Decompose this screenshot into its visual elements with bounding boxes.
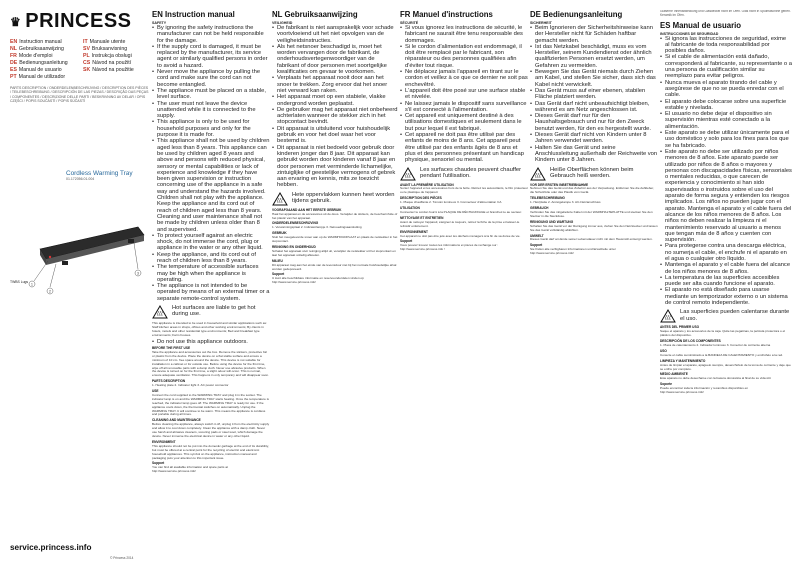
section-text: Antes de limpiar el aparato, apáguelo siempre, desenchúfelo de la toma de corriente y deje que se enfríe por completo. bbox=[660, 362, 791, 371]
language-label: Gebruiksaanwijzing bbox=[18, 46, 64, 52]
language-entry bbox=[83, 60, 150, 66]
nl-warning-text: Hete oppervlakken kunnen heet worden tijdens gebruik. bbox=[292, 191, 395, 205]
section-heading: TEILEBESCHREIBUNG bbox=[530, 196, 565, 201]
es-sections bbox=[660, 326, 792, 395]
product-title: Cordless Warming Tray bbox=[66, 169, 133, 177]
safety-bullet: • Als het netsnoer beschadigd is, moet het worden vervangen door de fabrikant, de onderhoudsvertegenwoordiger van de fabrikant of door personen met soortgelijke kwalificaties om gevaar te voorkomen. bbox=[272, 44, 398, 75]
copyright-date: © Princess 2014 bbox=[110, 556, 134, 560]
en-outdoor-text: • Do not use this appliance outdoors. bbox=[152, 339, 270, 345]
safety-bullet: • De fabrikant is niet aansprakelijk voor schade voortvloeiend uit het niet opvolgen van de veiligheidsinstructies. bbox=[272, 25, 398, 44]
de-code: DE bbox=[530, 10, 541, 19]
language-entry bbox=[10, 39, 77, 45]
parts-disclaimer: PARTS DESCRIPTION / ONDERDELENBESCHRIJVING / DESCRIPTION DES PIÈCES / TEILEBESCHREIBUNG / DESCRIPCIÓN DE LAS PIEZAS / DESCRIÇÃO DAS PEÇAS / COMPONENTES / DESCRIZIONE DELLE PARTI / BESKRIVNING AV DELAR / OPIS CZĘŚCI / POPIS SOUČÁSTÍ / POPIS SÚČASTÍ bbox=[10, 86, 149, 104]
section-text: Schalten Sie das Gerät vor der Reinigung immer aus, ziehen Sie den Netzstecker und lassen Sie das Gerät vollständig abkühlen. bbox=[530, 223, 658, 232]
safety-bullet: • El usuario no debe dejar el dispositivo sin supervisión mientras esté conectado a la alimentación. bbox=[660, 111, 792, 130]
section-text: Verbinden Sie das mitgelieferte Kabel mit der WARMHALTEPLATTE und stecken Sie den Stecker in die Steckdose. bbox=[530, 209, 653, 218]
section-text: Avant de nettoyer l'appareil, éteignez-le toujours, retirez la fiche de la prise et laissez-le refroidir entièrement. bbox=[400, 219, 520, 228]
safety-bullet: • Este aparato no debe ser utilizado por niños menores de 8 años. Este aparato puede ser utilizado por niños de 8 años o mayores y personas con discapacidades físicas, sensoriales o mentales reducidas, o que carecen de experiencia y conocimiento si han sido supervisados o instruidos sobre el uso del aparato de forma segura y entienden los riesgos implicados. Los niños no pueden jugar con el aparato. Mantenga el aparato y el cable fuera del alcance de los niños menores de 8 años. Los niños no deben realizar la limpieza ni el mantenimiento reservado al usuario a menos que tengan más de 8 años y cuenten con supervisión. bbox=[660, 149, 792, 243]
language-entry bbox=[10, 46, 77, 52]
brand-logo bbox=[10, 10, 150, 33]
section-text: Schakel het apparaat vóór reiniging altijd uit, verwijder de netstekker uit het stopcontact en laat het apparaat volledig afkoelen. bbox=[272, 248, 396, 257]
section-heading: USE bbox=[152, 389, 159, 394]
section-text: Before cleaning the appliance, always switch it off, unplug it from the electricity supply and allow it to cool down completely. Clean the appliance with a damp cloth. Never use harsh and abrasive cleaners, scouring pads or steel wool, which damage the device. Never immerse the electrical device in water or any other liquid. bbox=[152, 422, 270, 439]
safety-bullet: • Dieses Gerät darf nur für den Haushaltsgebrauch und nur für den Zweck benutzt werden, für den es hergestellt wurde. bbox=[530, 113, 658, 132]
safety-bullet: • Si ignora las instrucciones de seguridad, exime al fabricante de toda responsabilidad por posibles daños. bbox=[660, 36, 792, 55]
en-section bbox=[152, 10, 270, 570]
section-heading: REINIGING EN ONDERHOUD bbox=[272, 244, 316, 249]
section-text: Vous pouvez trouver toutes les informations et pièces de rechange sur : http://www.service.princess.info ! bbox=[400, 243, 499, 252]
language-code: DE bbox=[10, 60, 18, 66]
service-url[interactable]: service.princess.info bbox=[10, 543, 92, 552]
safety-bullet: • Keep the appliance, and its cord out of reach of children less than 8 years. bbox=[152, 252, 270, 265]
safety-bullet: • The appliance is not intended to be operated by means of an external timer or a separate remote-control system. bbox=[152, 283, 270, 302]
section-heading: AVANT LA PREMIÈRE UTILISATION bbox=[400, 182, 454, 187]
language-code: ES bbox=[10, 67, 17, 73]
safety-bullet: • This appliance is only to be used for household purposes and only for the purpose it is made for. bbox=[152, 119, 270, 138]
language-code: IT bbox=[83, 39, 88, 45]
section-text: Conecte el cable suministrado a la BANDEJA DE CALENTAMIENTO y enchúfelo a la red. bbox=[660, 352, 784, 357]
language-entry bbox=[10, 67, 77, 73]
fr-bullets bbox=[400, 25, 528, 164]
es-warning-text: Las superficies pueden calentarse durante el uso. bbox=[680, 309, 790, 322]
es-section bbox=[660, 10, 792, 570]
safety-bullet: • Das Gerät muss auf einer ebenen, stabilen Fläche platziert werden. bbox=[530, 88, 658, 101]
product-code: 01.172056.01.004 bbox=[66, 176, 95, 181]
section-text: 1. Placa de calentamiento 2. Indicador luminoso 3. Conector de corriente alterna bbox=[660, 342, 771, 347]
section-text: Sortez l'appareil et les accessoires hors de la boîte. Retirez les autocollants, le film protecteur ou le plastique de l'appareil. bbox=[400, 186, 528, 195]
safety-bullet: • This appliance shall not be used by children aged less than 8 years. This appliance can be used by children aged 8 years and above and persons with reduced physical, sensory or mental capabilities or lack of experience and knowledge if they have been given supervision or instruction concerning use of the appliance in a safe way and understand the hazards involved. Children shall not play with the appliance. Keep the appliance and its cord out of reach of children aged less than 8 years. Cleaning and user maintenance shall not be made by children unless older than 8 and supervised. bbox=[152, 138, 270, 232]
section-heading: ENVIRONMENT bbox=[152, 439, 176, 444]
language-code: PL bbox=[83, 53, 90, 59]
de-warning bbox=[530, 167, 658, 181]
safety-bullet: • Ne laissez jamais le dispositif sans surveillance s'il est connecté à l'alimentation. bbox=[400, 101, 528, 114]
fr-section bbox=[400, 10, 528, 570]
section-heading: DESCRIPTION DES PIÈCES bbox=[400, 196, 442, 201]
en-sections bbox=[152, 347, 270, 474]
en-fine-print bbox=[152, 322, 270, 338]
safety-bullet: • If the supply cord is damaged, it must be replaced by the manufacturer, its service agent or similarly qualified persons in order to avoid a hazard. bbox=[152, 44, 270, 69]
nl-safety-head: VEILIGHEID bbox=[272, 21, 293, 25]
de-section bbox=[530, 10, 658, 570]
safety-bullet: • Dieses Gerät darf nicht von Kindern unter 8 Jahren verwendet werden. bbox=[530, 132, 658, 145]
safety-bullet: • Nunca mueva el aparato tirando del cable y asegúrese de que no se pueda enredar con el cable. bbox=[660, 80, 792, 99]
language-entry bbox=[10, 60, 77, 66]
callout-2: 2 bbox=[49, 288, 51, 293]
fr-title: Manuel d'instructions bbox=[412, 10, 493, 19]
safety-bullet: • By ignoring the safety instructions the manufacturer can not be held responsible for the damage. bbox=[152, 25, 270, 44]
language-label: Manual de usuario bbox=[18, 67, 62, 73]
language-label: Návod na použití bbox=[92, 60, 132, 66]
safety-bullet: • Si le cordon d'alimentation est endommagé, il doit être remplacé par le fabricant, son réparateur ou des personnes qualifiées afin d'éviter tout risque. bbox=[400, 44, 528, 69]
safety-bullet: • Si el cable de alimentación está dañado, corresponderá al fabricante, su representante o a una persona de cualificación similar su reemplazo para evitar peligros. bbox=[660, 54, 792, 79]
safety-bullet: • The user must not leave the device unattended while it is connected to the supply. bbox=[152, 101, 270, 120]
nl-section bbox=[272, 10, 398, 570]
safety-bullet: • Este aparato se debe utilizar únicamente para el uso doméstico y solo para los fines para los que se ha fabricado. bbox=[660, 130, 792, 149]
safety-bullet: • The temperature of accessible surfaces may be high when the appliance is operating. bbox=[152, 264, 270, 283]
language-label: Mode d'emploi bbox=[18, 53, 53, 59]
section-text: Dieses Gerät darf am Ende seiner Lebensdauer nicht mit dem Hausmüll entsorgt werden. bbox=[530, 237, 653, 242]
safety-bullet: • Het apparaat moet op een stabiele, vlakke ondergrond worden geplaatst. bbox=[272, 94, 398, 107]
fr-safety-head: SÉCURITÉ bbox=[400, 21, 419, 25]
safety-bullet: • Cet appareil est uniquement destiné à des utilisations domestiques et seulement dans le but pour lequel il est fabriqué. bbox=[400, 113, 528, 132]
section-text: Sluit het meegeleverde snoer aan op de WARMHOUDPLAAT en plaats de netstekker in het stopcontact. bbox=[272, 235, 398, 244]
section-text: Cet appareil ne doit pas être jeté avec les déchets ménagers à la fin de sa durée de vie. bbox=[400, 233, 521, 238]
safety-bullet: • De gebruiker mag het apparaat niet onbeheerd achterlaten wanneer de stekker zich in het stopcontact bevindt. bbox=[272, 107, 398, 126]
section-heading: REINIGUNG UND WARTUNG bbox=[530, 219, 574, 224]
section-heading: MEDIO AMBIENTE bbox=[660, 372, 688, 377]
es-warning bbox=[660, 309, 792, 323]
language-entry bbox=[83, 53, 150, 59]
fr-code: FR bbox=[400, 10, 411, 19]
section-text: 1. Heating plate 2. Indicator light 3. AC power connector bbox=[152, 383, 229, 388]
de-heading bbox=[530, 10, 658, 19]
section-heading: LIMPIEZA Y MANTENIMIENTO bbox=[660, 358, 706, 363]
en-warning-text: Hot surfaces are liable to get hot during use. bbox=[172, 305, 256, 318]
section-text: Sie finden alle verfügbaren Informationen und Ersatzteile unter http://www.service.princess.info! bbox=[530, 247, 616, 256]
de-bullets bbox=[530, 25, 658, 164]
section-heading: Support bbox=[152, 461, 165, 466]
nl-title: Gebruiksaanwijzing bbox=[284, 10, 358, 19]
fr-sections bbox=[400, 184, 528, 253]
callout-1: 1 bbox=[31, 281, 33, 286]
safety-bullet: • Ne déplacez jamais l'appareil en tirant sur le cordon et veillez à ce que ce dernier ne soit pas enchevêtré. bbox=[400, 69, 528, 88]
language-label: Instruction manual bbox=[19, 39, 62, 45]
language-label: Instrukcja obsługi bbox=[91, 53, 132, 59]
nl-code: NL bbox=[272, 10, 283, 19]
safety-bullet: • La temperatura de las superficies accesibles puede ser alta cuando funcione el aparato. bbox=[660, 275, 792, 288]
section-text: Puede encontrar toda la información y recambios disponibles en http://www.service.princess.info! bbox=[660, 386, 749, 395]
section-heading: USO bbox=[660, 348, 667, 353]
section-text: This appliance should not be put into the domestic garbage at the end of its durability, but must be offered at a central point for the recycling of electric and electronic household appliances. This symbol on the appliance, instruction manual and packaging puts your attention to this important issue. bbox=[152, 443, 269, 460]
section-heading: ENVIRONNEMENT bbox=[400, 229, 428, 234]
language-entry bbox=[10, 53, 77, 59]
es-code: ES bbox=[660, 20, 671, 30]
safety-bullet: • Cet appareil ne doit pas être utilisé par des enfants de moins de 8 ans. Cet appareil peut être utilisé par des enfants âgés de 8 ans et plus et des personnes présentant un handicap physique, sensoriel ou mental. bbox=[400, 132, 528, 163]
en-warning bbox=[152, 305, 270, 319]
nl-bullets bbox=[272, 25, 398, 189]
section-heading: Support bbox=[400, 239, 413, 244]
fr-heading bbox=[400, 10, 528, 19]
safety-bullet: • Ist das Netzkabel beschädigt, muss es vom Hersteller, seinem Kundendienst oder ähnlich qualifizierten Personen ersetzt werden, um Gefahren zu vermeiden. bbox=[530, 44, 658, 69]
safety-bullet: • To protect yourself against an electric shock, do not immerse the cord, plug or appliance in the water or any other liquid. bbox=[152, 233, 270, 252]
language-code: CS bbox=[83, 60, 91, 66]
section-heading: UMWELT bbox=[530, 233, 544, 238]
section-text: Este aparato no debe desecharse con la basura doméstica al final de su vida útil. bbox=[660, 376, 772, 381]
language-label: Manual de utilizador bbox=[18, 74, 66, 80]
crown-icon: ♛ bbox=[10, 14, 22, 29]
language-list bbox=[10, 39, 150, 80]
en-safety-head: SAFETY bbox=[152, 21, 167, 25]
section-heading: Soporte bbox=[660, 382, 673, 387]
en-heading bbox=[152, 10, 270, 19]
section-heading: Support bbox=[530, 243, 543, 248]
nl-sections bbox=[272, 209, 398, 285]
warming-tray-drawing bbox=[10, 187, 150, 307]
language-code: SK bbox=[83, 67, 91, 73]
safety-bullet: • Beim Ignorieren der Sicherheitshinweise kann der Hersteller nicht für Schäden haftbar gemacht werden. bbox=[530, 25, 658, 44]
fr-warning bbox=[400, 167, 528, 181]
safety-bullet: • Verplaats het apparaat nooit door aan het snoer te trekken. Zorg ervoor dat het snoer niet verward kan raken. bbox=[272, 75, 398, 94]
section-text: U kunt alle beschikbare informatie en reserveonderdelen vinden op http://www.service.princess.info! bbox=[272, 276, 364, 285]
safety-bullet: • Para protegerse contra una descarga eléctrica, no sumerja el cable, el enchufe ni el aparato en el agua o cualquier otro líquido. bbox=[660, 243, 792, 262]
section-heading: ANTES DEL PRIMER USO bbox=[660, 325, 700, 330]
safety-bullet: • Si vous ignorez les instructions de sécurité, le fabricant ne saurait être tenu responsable des dommages. bbox=[400, 25, 528, 44]
section-text: Connectez le cordon fourni à la PLAQUE DE RÉCHAUFFAGE et branchez-le au secteur. bbox=[400, 209, 522, 214]
section-text: Connect the cord supplied to the WARMING TRAY and plug it in the socket. The indicator lamp is on and the WARMING TRAY starts heating. Once the temperature is reached, the indicator lamp goes off. The WARMING TRAY is ready for use. If the appliance cools down, the thermostat switches on automatically. Unplug the WARMING TRAY. It will continue to be warm. This means the appliance is cordless and portable during all times. bbox=[152, 392, 269, 417]
hot-surface-warning-icon bbox=[660, 309, 676, 323]
brand-name: PRINCESS bbox=[25, 10, 132, 32]
section-text: 1. Verwarmingsplaat 2. Indicatorlampje 3. Netvoedingsaansluiting bbox=[272, 225, 362, 230]
safety-bullet: • El aparato no está diseñado para usarse mediante un temporizador externo o un sistema de control remoto independiente. bbox=[660, 287, 792, 306]
hot-surface-warning-icon bbox=[400, 167, 416, 181]
language-entry bbox=[10, 74, 77, 80]
section-heading: DESCRIPCIÓN DE LOS COMPONENTES bbox=[660, 339, 721, 344]
language-label: Manuale utente bbox=[89, 39, 126, 45]
de-warning-text: Heiße Oberflächen können beim Gebrauch heiß werden. bbox=[550, 166, 634, 179]
callout-line-2 bbox=[50, 264, 56, 287]
section-heading: VOR DER ERSTEN INBETRIEBNAHME bbox=[530, 182, 589, 187]
fr-warning-text: Les surfaces chaudes peuvent chauffer pendant l'utilisation. bbox=[420, 166, 522, 179]
de-title: Bedienungsanleitung bbox=[543, 10, 623, 19]
safety-bullet: • Bewegen Sie das Gerät niemals durch Ziehen am Kabel, und stellen Sie sicher, dass sich das Kabel nicht verwickelt. bbox=[530, 69, 658, 88]
section-text: 1. Plaque chauffante 2. Témoin lumineux 3. Connecteur d'alimentation CA bbox=[400, 200, 502, 205]
en-code: EN bbox=[152, 10, 163, 19]
en-bullets bbox=[152, 25, 270, 302]
safety-bullet: • Das Gerät darf nicht unbeaufsichtigt bleiben, während es am Netz angeschlossen ist. bbox=[530, 101, 658, 114]
nl-warning bbox=[272, 192, 398, 206]
section-heading: MILIEU bbox=[272, 258, 283, 263]
de-sections bbox=[530, 184, 658, 257]
section-text: Saque el aparato y los accesorios de la caja. Quite las pegatinas, la película protectora o el plástico del dispositivo. bbox=[660, 329, 786, 338]
safety-bullet: • Dit apparaat is niet bedoeld voor gebruik door kinderen jonger dan 8 jaar. Dit apparaat kan gebruikt worden door kinderen vanaf 8 jaar en door personen met verminderde lichamelijke, zintuiglijke of geestelijke vermogens of gebrek aan ervaring en kennis, mits ze toezicht hebben. bbox=[272, 145, 398, 189]
language-label: Bruksanvisning bbox=[91, 46, 128, 52]
language-label: Návod na použitie bbox=[92, 67, 134, 73]
cover-column bbox=[10, 10, 150, 570]
section-text: Take the appliance and accessories out the box. Remove the stickers, protective foil or plastic from the device. Place the device on a flat stable surface and ensure a minimum of 10 cm. free space around the device. This device is not suitable for installation in a cabinet or for outside use. Before using the device for the first time, wipe off all removable parts with a damp cloth. Never use abrasive products. When the device is turned on for the first time, a slight odour will occur. This is normal, ensure adequate ventilation. This happens in only temporary and will disappear soon. bbox=[152, 349, 269, 378]
language-code: EN bbox=[10, 39, 18, 45]
language-entry bbox=[83, 39, 150, 45]
safety-bullet: • Mantenga el aparato y el cable fuera del alcance de los niños menores de 8 años. bbox=[660, 262, 792, 275]
es-safety-head: INSTRUCCIONES DE SEGURIDAD bbox=[660, 31, 719, 36]
language-code: PT bbox=[10, 74, 17, 80]
en-fine-1: This appliance is intended to be used in household and similar applications such as: Staff kitchen areas in shops, offices and other working environments; By clients in hotels, motels and other residential type environments; Bed and breakfast type environments; Farm houses. bbox=[152, 321, 267, 337]
es-title: Manual de usuario bbox=[672, 20, 742, 30]
section-heading: ONDERDELENBESCHRIJVING bbox=[272, 221, 319, 226]
section-heading: CLEANING AND MAINTENANCE bbox=[152, 418, 201, 423]
section-heading: GEBRUIK bbox=[272, 231, 287, 236]
section-text: You can find all available information and spare parts at http://www.service.princess.info! bbox=[152, 465, 228, 474]
section-heading: NETTOYAGE ET ENTRETIEN bbox=[400, 215, 444, 220]
hot-surface-warning-icon bbox=[272, 192, 288, 206]
callout-line-3 bbox=[134, 243, 138, 269]
es-header-note: Gläserne Innenabdeckung und Gläsdeckel nicht im Ofen. Glas nicht in Spülmaschine geben. Keramik im Ofen. bbox=[660, 10, 791, 17]
section-text: Nehmen Sie das Gerät und das Zubehör aus der Verpackung. Entfernen Sie die Aufkleber, die Schutzfolie oder das Plastik vom Gerät. bbox=[530, 186, 654, 195]
section-heading: BEFORE THE FIRST USE bbox=[152, 345, 191, 350]
safety-bullet: • Dit apparaat is uitsluitend voor huishoudelijk gebruik en voor het doel waar het voor bestemd is. bbox=[272, 126, 398, 145]
language-code: FR bbox=[10, 53, 17, 59]
section-text: Haal het apparaat en de accessoires uit de doos. Verwijder de stickers, de beschermfolie of het plastic van het apparaat. bbox=[272, 211, 398, 220]
nl-heading bbox=[272, 10, 398, 19]
callout-line-1 bbox=[34, 261, 48, 281]
callout-3: 3 bbox=[137, 270, 139, 275]
hot-surface-warning-icon bbox=[152, 305, 168, 319]
parts-label: TWBS Lugs bbox=[10, 280, 29, 284]
section-text: Dit apparaat mag aan het einde van de levensduur niet bij het normale huishoudelijke afval worden gedeponeerd. bbox=[272, 262, 397, 271]
product-illustration bbox=[10, 187, 150, 307]
es-bullets bbox=[660, 36, 792, 307]
safety-bullet: • The appliance must be placed on a stable, level surface. bbox=[152, 88, 270, 101]
section-heading: UTILISATION bbox=[400, 206, 420, 211]
safety-bullet: • El aparato debe colocarse sobre una superficie estable y nivelada. bbox=[660, 99, 792, 112]
en-title: Instruction manual bbox=[165, 10, 235, 19]
language-code: SV bbox=[83, 46, 90, 52]
de-safety-head: SICHERHEIT bbox=[530, 21, 552, 25]
section-text: 1. Heizplatte 2. Anzeigelampe 3. AC-Netzanschluss bbox=[530, 200, 601, 205]
language-entry bbox=[83, 67, 150, 73]
safety-bullet: • Never move the appliance by pulling the cord and make sure the cord can not become entangled. bbox=[152, 69, 270, 88]
section-heading: VOORAFGAAND AAN HET EERSTE GEBRUIK bbox=[272, 207, 342, 212]
language-entry bbox=[83, 46, 150, 52]
language-label: Bedienungsanleitung bbox=[19, 60, 68, 66]
en-outdoor-note bbox=[152, 339, 270, 345]
safety-bullet: • Halten Sie das Gerät und seine Anschlussleitung außerhalb der Reichweite von Kindern unter 8 Jahren. bbox=[530, 145, 658, 164]
es-heading bbox=[660, 21, 792, 30]
safety-bullet: • L'appareil doit être posé sur une surface stable et nivelée. bbox=[400, 88, 528, 101]
hot-surface-warning-icon bbox=[530, 167, 546, 181]
language-code: NL bbox=[10, 46, 17, 52]
section-heading: GEBRAUCH bbox=[530, 206, 549, 211]
section-heading: Support bbox=[272, 272, 285, 277]
section-heading: PARTS DESCRIPTION bbox=[152, 379, 186, 384]
